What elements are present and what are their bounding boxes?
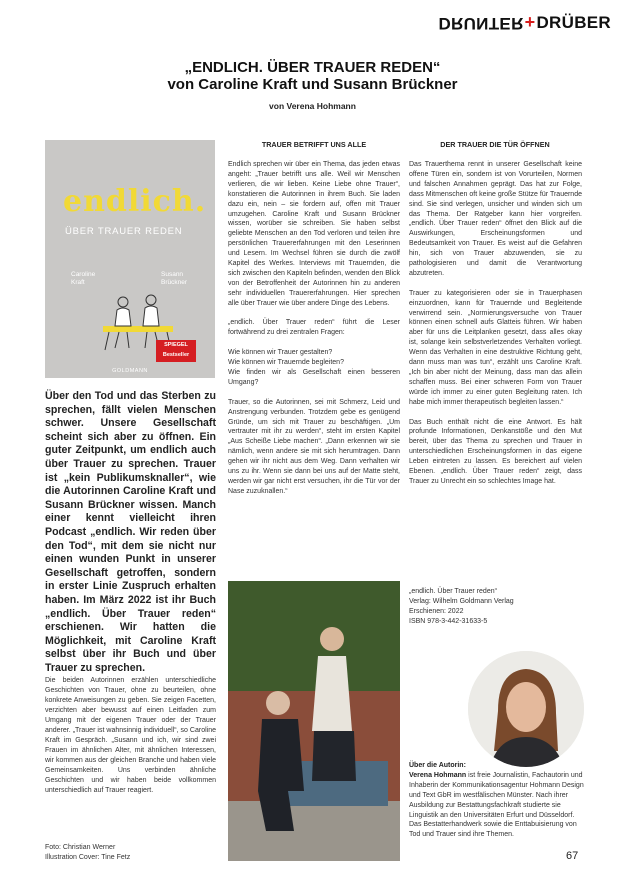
book-info-isbn: ISBN 978-3-442-31633-5 [409,617,488,625]
illustration-credit: Illustration Cover: Tine Fetz [45,854,131,861]
badge-spiegel: SPIEGEL [164,342,188,348]
cover-publisher: GOLDMANN [112,368,148,374]
page-number: 67 [566,850,579,862]
about-heading: Über die Autorin: [409,762,466,769]
logo-drueber: DRÜBER [536,12,611,32]
cover-author1 [71,271,95,287]
magazine-logo [438,12,611,33]
article-title [0,59,625,93]
about-text: ist freie Journalistin, Fachautorin und Inhaberin der Kommunikationsagentur Hohmann Design und Text GbR im westfälischen Münster. Nach ihrer Ausbildung zur Bestattungsfachkraft studierte sie Linguistik an den Universitäten Erfurt und Düsseldorf. Das Bestatterhandwerk sowie die Enttabuisierung von Tod und Trauer sind ihre Themen. [409,771,584,839]
section2-paragraph1: Endlich sprechen wir über ein Thema, das jeden etwas angeht: „Trauer betrifft uns alle. Weil wir Menschen verlieren, die wir lieben. Keine Liebe ohne Trauer“, konstatieren die Autorinnen in ihrem Buch. Sie laden dazu ein, nein – sie fordern auf, offen mit Trauer umzugehen. Caroline Kraft und Susann Brückner wissen, worüber sie schreiben. Sie haben selbst geliebte Menschen an den Tod verloren und teilen ihre persönlichen Trauererfahrungen mit den Leserinnen und Lesern. Im Wechsel führen sie durch die zwölf Kapitel des Werkes. Interviews mit Trauernden, die sich zwischen den Kapiteln befinden, wenden den Blick von der Betroffenheit der Autorinnen hin zu anderen sehr individuellen Trauererfahrungen. Hier sprechen alle über Trauer wie über andere Dinge des Lebens. [228,161,400,307]
about-author [409,761,584,840]
badge-bestseller: Bestseller [162,352,190,358]
authors-photo [228,581,400,861]
image-credits [45,843,130,863]
section2-heading: TRAUER BETRIFFT UNS ALLE [261,140,367,149]
section2-questions [228,348,400,388]
question1: Wie können wir Trauer gestalten? [228,349,333,357]
book-info-publisher: Verlag: Wilhelm Goldmann Verlag [409,597,514,605]
question3: Wie finden wir als Gesellschaft einen besseren Umgang? [228,369,400,386]
book-info-published: Erschienen: 2022 [409,607,464,615]
column3-body [409,160,582,497]
book-info-title: „endlich. Über Trauer reden“ [409,588,497,595]
bestseller-badge [156,340,196,362]
column2-body [228,160,400,507]
section3-heading: DER TRAUER DIE TÜR ÖFFNEN [440,140,550,149]
photo-credit: Foto: Christian Werner [45,844,116,851]
column1-body: Die beiden Autorinnen erzählen unterschiedliche Geschichten von Trauer, ohne zu beurteilen, ohne konkrete Anweisungen zu geben. Sie zeigen Facetten, verzichten aber bewusst auf einen Leitfaden zum Umgang mit der eigenen Trauer oder der Trauer anderer. „Trauer ist wahnsinnig individuell“, so Caroline Kraft im Gespräch. „Susann und ich, wir sind zwei Frauen im ähnlichen Alter, mit ähnlichen Interessen, wir kommen aus der gleichen Branche und haben viele Gemeinsamkeiten. Uns verbinden ähnliche Geschichten und wir haben beide vollkommen unterschiedlich auf Trauer reagiert. [45,677,216,794]
lead-paragraph: Über den Tod und das Sterben zu sprechen, fällt vielen Menschen schwer. Unsere Gesellschaft scheint sich aber zu öffnen. Ein guter Zeitpunkt, um endlich auch über Trauer zu sprechen. Trauer ist „kein Publikumsknaller“, wie die Autorinnen Caroline Kraft und Susann Brückner wissen. Manch einer kennt vielleicht ihren Podcast „endlich. Wir reden über den Tod“, mit dem sie nicht nur einen wunden Punkt in unserer Gesellschaft getroffen, sondern in erster Linie Zuspruch erhalten haben. Im März 2022 ist ihr Buch „endlich. Über Trauer reden“ erschienen. Wir hatten die Möglichkeit, mit Caroline Kraft selbst über ihr Buch und über Trauer zu sprechen. [45,390,216,674]
article-title-line1: „ENDLICH. ÜBER TRAUER REDEN“ [184,59,441,76]
cover-author2-first: Susann [161,271,184,278]
article-byline: von Verena Hohmann [269,101,356,111]
section3-paragraph2: Trauer zu kategorisieren oder sie in Trauerphasen einzuordnen, kann für Trauernde und Begleitende verwirrend sein. „Normierungsversuche von Trauer können einen schnell aufs Glatteis führen. Wir haben aber für uns die Leitplanken gesetzt, dass alles okay ist, solange kein selbstverletzendes Verhalten vorliegt. Wenn das Verhalten in eine destruktive Richtung geht, dann muss man was tun“, erzählt uns Caroline Kraft. „Ich bin aber nicht der Meinung, dass man das allein schaffen muss. Bei einer schweren Form von Trauer würde ich immer zu einer guten Begleitung raten. Ich habe mich immer therapeutisch begleiten lassen.“ [409,289,582,406]
article-title-line2: von Caroline Kraft und Susann Brückner [167,76,458,93]
cover-subtitle: ÜBER TRAUER REDEN [65,226,183,237]
book-cover [45,140,215,378]
logo-plus: + [524,12,536,32]
section3-paragraph1: Das Trauerthema rennt in unserer Gesellschaft keine offene Türen ein, sondern ist von Vorurteilen, Normen und falschen Annahmen geprägt. Das hat zur Folge, dass Mitmenschen oft keine große Stütze für Trauernde sind. Sie sind verlegen, unsicher und winden sich um das Thema. Der Ratgeber kann hier vorgreifen. „endlich. Über Trauer reden“ öffnet den Blick auf die Auswirkungen, Erscheinungsformen und Bedeutsamkeit von Trauer. Es weist auf die Gefahren hin, sich von Trauer abzuwenden, sie zu pathologisieren und damit die Verantwortung abzutreten. [409,161,582,277]
cover-author1-first: Caroline [71,271,96,278]
cover-author2-last: Brückner [161,279,188,286]
section2-paragraph3: Trauer, so die Autorinnen, sei mit Schmerz, Leid und Anstrengung verbunden. Trotzdem gebe es genügend Gründe, um sich mit Trauer zu beschäftigen. „Um vertrauter mit ihr zu werden“, steht im ersten Kapitel „Aus Scheiße Liebe machen“. „Dann erkennen wir sie nämlich, wenn andere sie mit sich herumtragen. Dann gehen wir ihr nicht aus dem Weg. Dann verhalten wir uns zu ihr. Wenn sie dann bei uns auf der Matte steht, werden wir gar nicht erst versuchen, ihr die Tür vor der Nase zuzuknallen.“ [228,398,400,495]
cover-brand: endlich. [63,184,207,219]
about-name: Verena Hohmann [409,771,467,779]
author-portrait [468,651,584,767]
book-info [409,587,582,627]
cover-author2 [161,271,187,287]
section2-paragraph2: „endlich. Über Trauer reden“ führt die Leser fortwährend zu drei zentralen Fragen: [228,319,400,337]
logo-drunter: DRUNTER [438,13,524,33]
cover-author1-last: Kraft [71,279,85,286]
question2: Wie können wir Trauernde begleiten? [228,359,344,367]
section3-paragraph3: Das Buch enthält nicht die eine Antwort. Es hält profunde Informationen, Denkanstöße und den Mut bereit, über das Thema zu sprechen und Trauer in unterschiedlichen Erscheinungsformen in das eigene Leben eintreten zu lassen. Es bereichert auf vielen Ebenen. „endlich. Über Trauer reden“ zeigt, dass Trauer zu Unrecht ein so schlechtes Image hat. [409,418,582,485]
